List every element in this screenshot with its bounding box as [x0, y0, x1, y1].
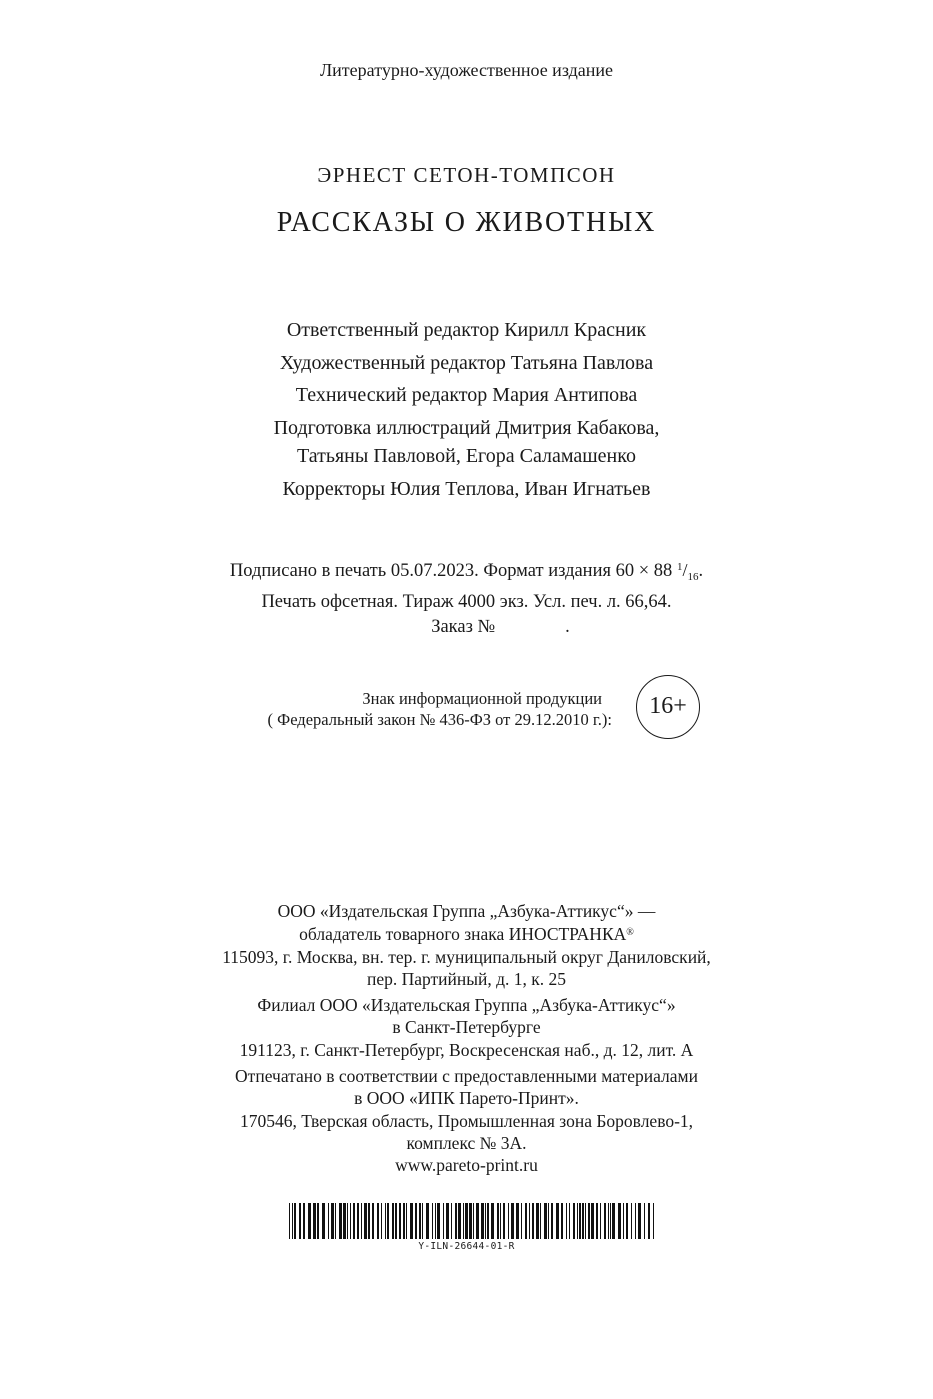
print-info-block [0, 555, 933, 640]
format-numerator: 1 [676, 561, 683, 573]
barcode-bar [446, 1203, 449, 1239]
barcode-bar [335, 1203, 336, 1239]
info-sign-line-1: Знак информационной продукции [362, 689, 602, 708]
barcode-bar [443, 1203, 444, 1239]
barcode-bar [339, 1203, 342, 1239]
format-denominator: 16 [687, 571, 699, 583]
barcode-bar [610, 1203, 611, 1239]
barcode-bar [532, 1203, 534, 1239]
barcode-bar [328, 1203, 329, 1239]
barcode-bar [582, 1203, 584, 1239]
barcode-bar [313, 1203, 316, 1239]
barcode-caption: Y-ILN-26644-01-R [418, 1241, 515, 1252]
barcode-bar [497, 1203, 499, 1239]
barcode-bar [426, 1203, 429, 1239]
barcode-bar [600, 1203, 601, 1239]
barcode-bar [577, 1203, 578, 1239]
barcode-bar [395, 1203, 397, 1239]
barcode-bar [308, 1203, 311, 1239]
print-format-text: Подписано в печать 05.07.2023. Формат издания 60 × 88 [229, 561, 677, 581]
book-title: РАССКАЗЫ О ЖИВОТНЫХ [276, 207, 657, 238]
publisher-line: Филиал ООО «Издательская Группа „Азбука-Аттикус“» [257, 995, 676, 1016]
barcode-bar [372, 1203, 374, 1239]
print-info-line-1 [0, 555, 933, 590]
barcode-bar [521, 1203, 522, 1239]
barcode-bar [385, 1203, 386, 1239]
barcode-bar [608, 1203, 609, 1239]
barcode-bar [508, 1203, 509, 1239]
barcode-bar [292, 1203, 293, 1239]
barcode-bar [631, 1203, 632, 1239]
publisher-block [0, 900, 933, 1177]
barcode [289, 1203, 659, 1239]
credits-block [0, 316, 933, 504]
barcode-bar [536, 1203, 539, 1239]
barcode-bar [322, 1203, 325, 1239]
barcode-bar [548, 1203, 549, 1239]
credit-line: Ответственный редактор Кирилл Красник [286, 319, 647, 341]
author-name: ЭРНЕСТ СЕТОН-ТОМПСОН [317, 163, 616, 187]
barcode-bar [556, 1203, 559, 1239]
barcode-bar [303, 1203, 305, 1239]
barcode-bar [623, 1203, 624, 1239]
barcode-bar [525, 1203, 527, 1239]
barcode-bar [635, 1203, 636, 1239]
barcode-bar [487, 1203, 489, 1239]
age-rating-badge: 16+ [636, 675, 700, 739]
print-info-line-1-end: . [698, 561, 704, 581]
barcode-bar [289, 1203, 290, 1239]
barcode-bar [299, 1203, 301, 1239]
publisher-line [0, 922, 933, 945]
barcode-bar [491, 1203, 494, 1239]
barcode-bar [561, 1203, 563, 1239]
barcode-bar [399, 1203, 401, 1239]
barcode-bar [618, 1203, 621, 1239]
barcode-bar [612, 1203, 615, 1239]
format-slash: / [682, 560, 688, 580]
publisher-line: 115093, г. Москва, вн. тер. г. муниципальный округ Даниловский, [222, 946, 711, 967]
barcode-bar [419, 1203, 421, 1239]
barcode-bar [596, 1203, 598, 1239]
barcode-bar [410, 1203, 413, 1239]
barcode-bar [573, 1203, 575, 1239]
trademark-text: обладатель товарного знака ИНОСТРАНКА [299, 924, 627, 945]
barcode-bar [529, 1203, 530, 1239]
barcode-bar [544, 1203, 547, 1239]
barcode-bar [653, 1203, 654, 1239]
barcode-bar [638, 1203, 641, 1239]
barcode-bar [331, 1203, 334, 1239]
barcode-bar [473, 1203, 474, 1239]
credit-line: Художественный редактор Татьяна Павлова [279, 351, 654, 374]
publisher-line: 191123, г. Санкт-Петербург, Воскресенская наб., д. 12, лит. А [239, 1039, 694, 1060]
barcode-bar [406, 1203, 407, 1239]
barcode-bar [357, 1203, 359, 1239]
barcode-bar [465, 1203, 468, 1239]
barcode-bar [500, 1203, 501, 1239]
registered-mark: ® [626, 927, 634, 939]
barcode-bar [463, 1203, 464, 1239]
barcode-bar [569, 1203, 570, 1239]
barcode-bar [387, 1203, 389, 1239]
printer-line: комплекс № 3А. [406, 1132, 527, 1153]
publisher-line: пер. Партийный, д. 1, к. 25 [366, 968, 567, 989]
barcode-bar [566, 1203, 567, 1239]
publisher-line: ООО «Издательская Группа „Азбука-Аттикус“» — [277, 901, 656, 921]
barcode-bar [353, 1203, 355, 1239]
barcode-bar [392, 1203, 394, 1239]
barcode-bar [403, 1203, 405, 1239]
print-info-line-2: Печать офсетная. Тираж 4000 экз. Усл. печ. л. 66,64. [261, 592, 672, 612]
order-end: . [565, 617, 570, 637]
barcode-bar [585, 1203, 586, 1239]
barcode-bar [377, 1203, 379, 1239]
barcode-bar [381, 1203, 382, 1239]
barcode-bar [458, 1203, 461, 1239]
barcode-bar [368, 1203, 370, 1239]
barcode-bar [422, 1203, 423, 1239]
barcode-bar [415, 1203, 417, 1239]
barcode-bar [476, 1203, 479, 1239]
credit-line: Подготовка иллюстраций Дмитрия Кабакова, [273, 416, 660, 439]
barcode-bar [503, 1203, 505, 1239]
printer-line: 170546, Тверская область, Промышленная зона Боровлево-1, [239, 1110, 694, 1131]
barcode-bar [364, 1203, 367, 1239]
barcode-bar [343, 1203, 346, 1239]
publisher-line: в Санкт-Петербурге [392, 1017, 541, 1038]
barcode-bar [435, 1203, 436, 1239]
barcode-bar [481, 1203, 484, 1239]
barcode-bar [591, 1203, 594, 1239]
credit-line: Технический редактор Мария Антипова [295, 384, 638, 407]
barcode-bar [432, 1203, 433, 1239]
barcode-bar [626, 1203, 628, 1239]
barcode-bar [648, 1203, 650, 1239]
order-label: Заказ № [431, 617, 496, 637]
barcode-bar [451, 1203, 452, 1239]
credit-line: Татьяны Павловой, Егора Саламашенко [297, 445, 636, 468]
barcode-bar [347, 1203, 348, 1239]
barcode-bar [317, 1203, 319, 1239]
barcode-bar [579, 1203, 581, 1239]
printer-website: www.pareto-print.ru [395, 1155, 538, 1176]
barcode-bar [361, 1203, 362, 1239]
barcode-bar [511, 1203, 514, 1239]
barcode-bar [644, 1203, 645, 1239]
info-sign-line-2: ( Федеральный закон № 436-ФЗ от 29.12.2010 г.): [267, 710, 612, 729]
credit-line: Корректоры Юлия Теплова, Иван Игнатьев [282, 477, 651, 500]
barcode-bar [551, 1203, 553, 1239]
barcode-bar [350, 1203, 351, 1239]
barcode-bar [588, 1203, 590, 1239]
barcode-bar [294, 1203, 296, 1239]
barcode-bar [455, 1203, 457, 1239]
info-sign-text [240, 688, 612, 730]
barcode-bar [485, 1203, 486, 1239]
edition-type: Литературно-художественное издание [319, 60, 614, 80]
printer-line: в ООО «ИПК Парето-Принт». [354, 1088, 579, 1109]
barcode-bar [540, 1203, 541, 1239]
barcode-bar [437, 1203, 440, 1239]
printer-line: Отпечатано в соответствии с предоставленными материалами [235, 1066, 698, 1087]
barcode-bar [604, 1203, 606, 1239]
order-line [0, 615, 933, 640]
barcode-bar [516, 1203, 519, 1239]
barcode-bar [469, 1203, 472, 1239]
